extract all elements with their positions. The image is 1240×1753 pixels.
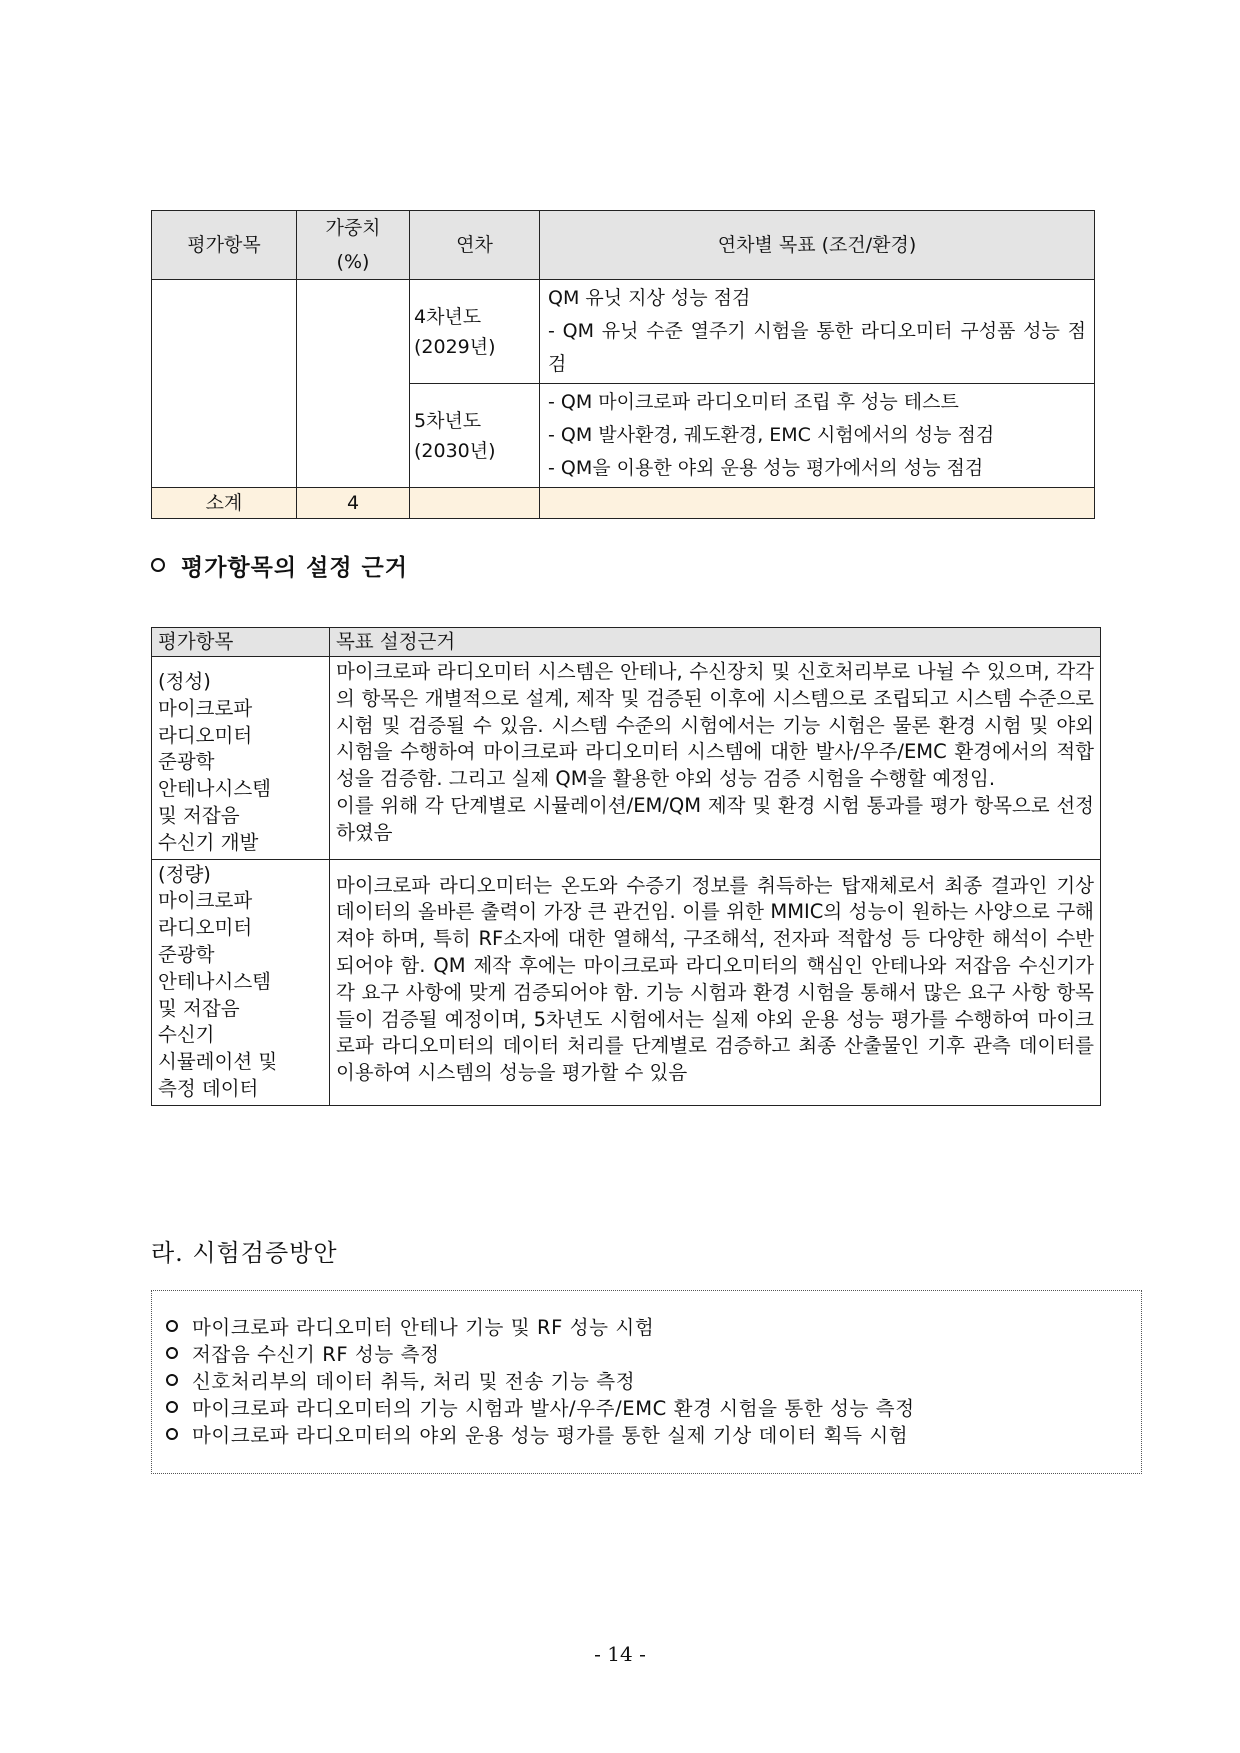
table-header-row — [152, 628, 1101, 657]
circle-bullet-icon — [166, 1347, 178, 1359]
basis-item-cell: (정량) 마이크로파 라디오미터 준광학 안테나시스템 및 저잡음 수신기 시뮬레이션 및 측정 데이터 — [152, 859, 330, 1105]
circle-bullet-icon — [166, 1401, 178, 1413]
year-cell: 5차년도 (2030년) — [410, 384, 540, 488]
evaluation-table — [151, 210, 1095, 519]
basis-text-cell: 마이크로파 라디오미터는 온도와 수증기 정보를 취득하는 탑재체로서 최종 결과인 기상 데이터의 올바른 출력이 가장 큰 관건임. 이를 위한 MMIC의 성능이 원하는 사양으로 구해져야 하며, 특히 RF소자에 대한 열해석, 구조해석, 전자파 적합성 등 다양한 해석이 수반되어야 함. QM 제작 후에는 마이크로파 라디오미터의 핵심인 안테나와 저잡음 수신기가 각 요구 사항에 맞게 검증되어야 함. 기능 시험과 환경 시험을 통해서 많은 요구 사항 항목들이 검증될 예정이며, 5차년도 시험에서는 실제 야외 운용 성능 평가를 수행하여 마이크로파 라디오미터의 데이터 처리를 단계별로 검증하고 최종 산출물인 기후 관측 데이터를 이용하여 시스템의 성능을 평가할 수 있음 — [330, 859, 1101, 1105]
page-number: - 14 - — [594, 1642, 646, 1666]
circle-bullet-icon — [166, 1428, 178, 1440]
goal-line: - QM 유닛 수준 열주기 시험을 통한 라디오미터 구성품 성능 점검 — [548, 320, 1086, 375]
basis-text-cell: 마이크로파 라디오미터 시스템은 안테나, 수신장치 및 신호처리부로 나뉠 수 있으며, 각각의 항목은 개별적으로 설계, 제작 및 검증된 이후에 시스템으로 조립되고 시스템 수준으로 시험 및 검증될 수 있음. 시스템 수준의 시험에서는 기능 시험은 물론 환경 시험 및 야외 시험을 수행하여 마이크로파 라디오미터 시스템에 대한 발사/우주/EMC 환경에서의 적합성을 검증함. 그리고 실제 QM을 활용한 야외 성능 검증 시험을 수행할 예정임. 이를 위해 각 단계별로 시뮬레이션/EM/QM 제작 및 환경 시험 통과를 평가 항목으로 선정하였음 — [330, 657, 1101, 860]
year-cell: 4차년도 (2029년) — [410, 280, 540, 384]
circle-bullet-icon — [166, 1320, 178, 1332]
section-heading-text: 평가항목의 설정 근거 — [181, 555, 408, 581]
verification-title: 라. 시험검증방안 — [151, 1239, 338, 1267]
table-row — [152, 657, 1101, 860]
goal-cell — [540, 384, 1095, 488]
table-row — [152, 859, 1101, 1105]
subtotal-empty — [410, 488, 540, 519]
circle-bullet-icon — [151, 558, 165, 572]
table-row — [152, 280, 1095, 384]
table-header-row — [152, 211, 1095, 280]
weight-cell — [297, 280, 410, 488]
list-item: 마이크로파 라디오미터의 야외 운용 성능 평가를 통한 실제 기상 데이터 획득 시험 — [166, 1422, 1141, 1449]
list-item: 마이크로파 라디오미터의 기능 시험과 발사/우주/EMC 환경 시험을 통한 성능 측정 — [166, 1395, 1141, 1422]
eval-item-cell — [152, 280, 297, 488]
subtotal-weight: 4 — [297, 488, 410, 519]
list-item: 마이크로파 라디오미터 안테나 기능 및 RF 성능 시험 — [166, 1314, 1141, 1341]
list-item: 저잡음 수신기 RF 성능 측정 — [166, 1341, 1141, 1368]
goal-line: - QM을 이용한 야외 운용 성능 평가에서의 성능 점검 — [548, 457, 984, 479]
list-item: 신호처리부의 데이터 취득, 처리 및 전송 기능 측정 — [166, 1368, 1141, 1395]
header-eval-item: 평가항목 — [152, 211, 297, 280]
header-weight: 가중치 (%) — [297, 211, 410, 280]
subtotal-row — [152, 488, 1095, 519]
header-eval-item: 평가항목 — [152, 628, 330, 657]
circle-bullet-icon — [166, 1374, 178, 1386]
header-yearly-goal: 연차별 목표 (조건/환경) — [540, 211, 1095, 280]
goal-line: - QM 발사환경, 궤도환경, EMC 시험에서의 성능 점검 — [548, 424, 995, 446]
verification-box — [151, 1290, 1142, 1474]
header-basis: 목표 설정근거 — [330, 628, 1101, 657]
basis-table — [151, 627, 1101, 1106]
section-heading — [151, 549, 408, 582]
basis-item-cell: (정성) 마이크로파 라디오미터 준광학 안테나시스템 및 저잡음 수신기 개발 — [152, 657, 330, 860]
header-year: 연차 — [410, 211, 540, 280]
goal-cell — [540, 280, 1095, 384]
goal-line: - QM 마이크로파 라디오미터 조립 후 성능 테스트 — [548, 391, 959, 413]
goal-line: QM 유닛 지상 성능 점검 — [548, 287, 751, 309]
subtotal-label: 소계 — [152, 488, 297, 519]
subtotal-empty — [540, 488, 1095, 519]
